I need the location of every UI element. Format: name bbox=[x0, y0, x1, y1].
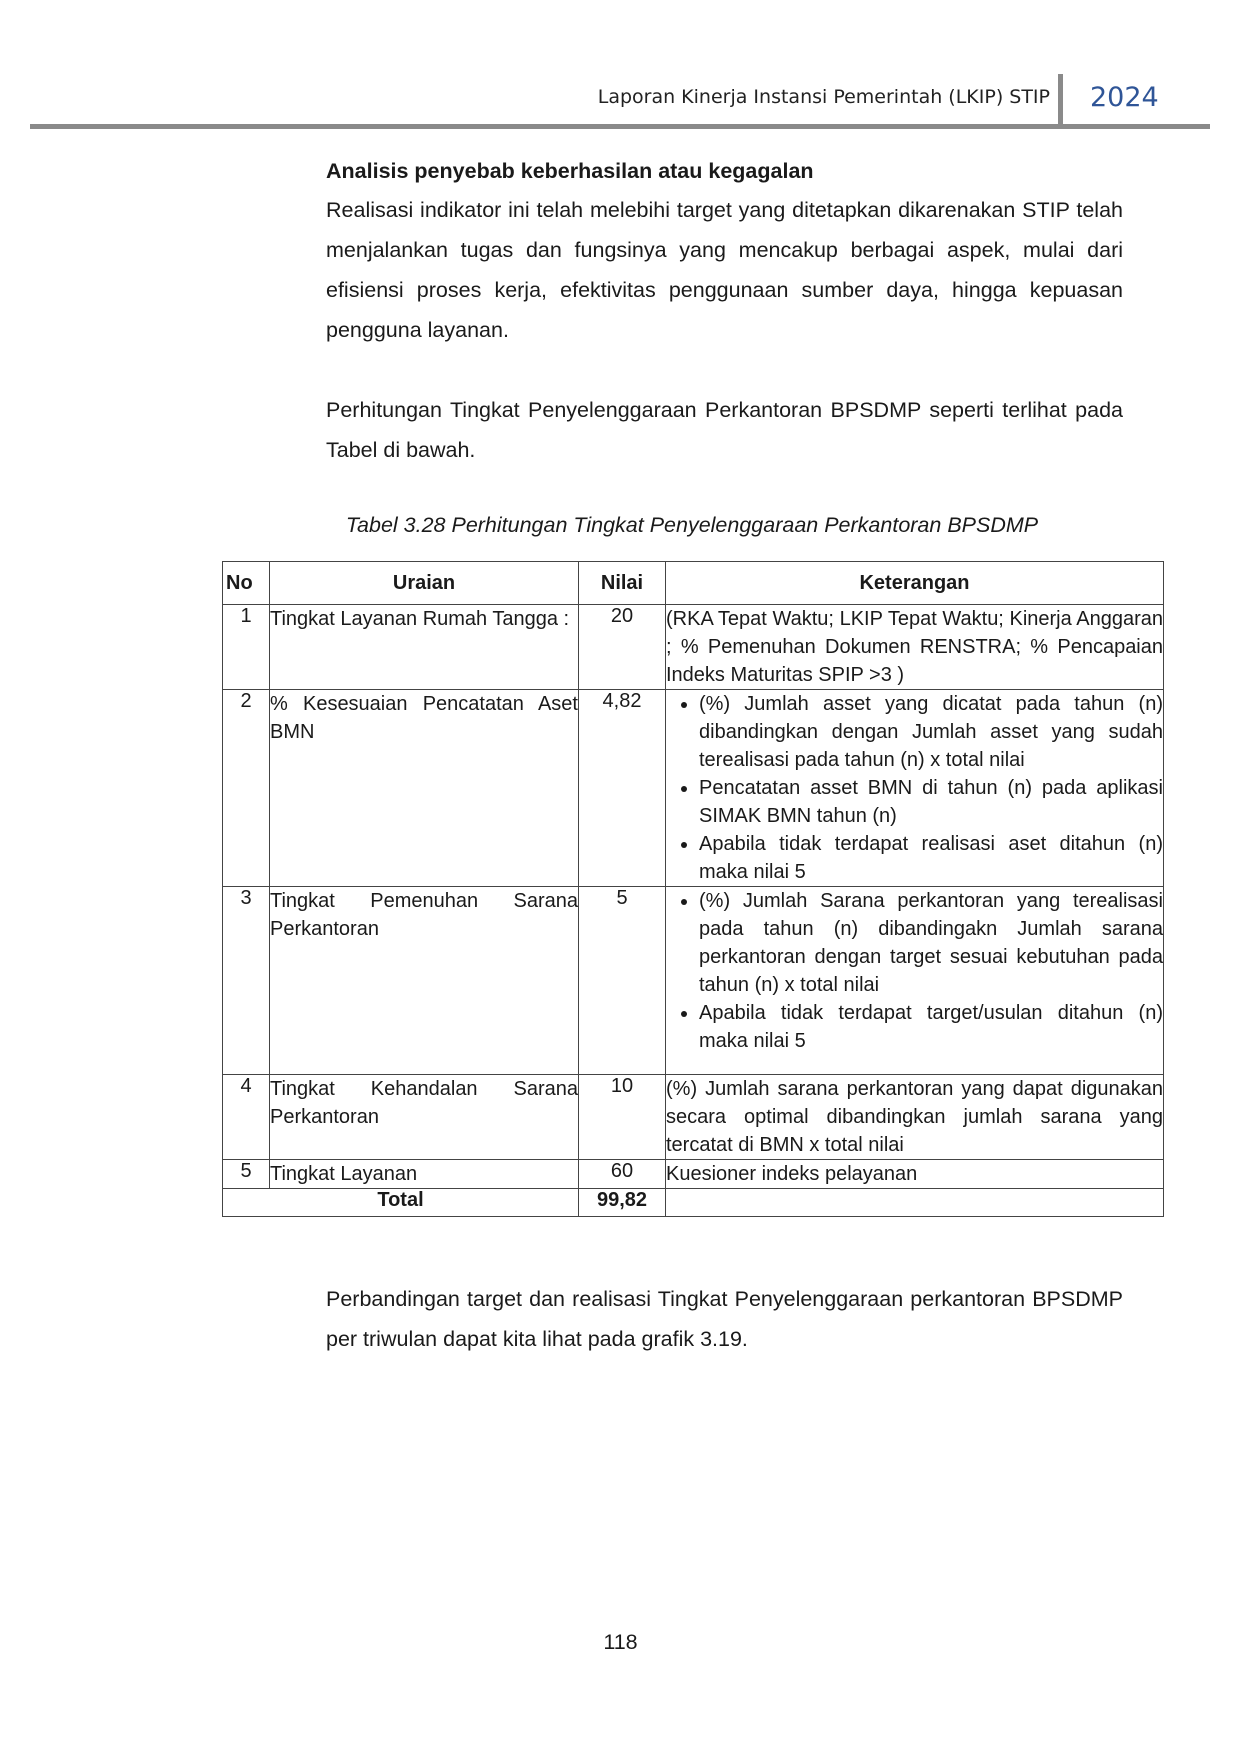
table-caption: Tabel 3.28 Perhitungan Tingkat Penyelenggaraan Perkantoran BPSDMP bbox=[345, 513, 1039, 537]
paragraph-table-intro: Perhitungan Tingkat Penyelenggaraan Perkantoran BPSDMP seperti terlihat pada Tabel di bawah. bbox=[326, 398, 1123, 462]
row-number: 1 bbox=[223, 605, 270, 690]
row-nilai: 4,82 bbox=[579, 690, 666, 887]
keterangan-bullet: • Pencatatan asset BMN di tahun (n) pada aplikasi SIMAK BMN tahun (n) bbox=[699, 774, 1163, 830]
header-divider bbox=[1058, 74, 1063, 126]
calculation-table bbox=[222, 561, 1164, 1217]
keterangan-bullet-list bbox=[666, 887, 1163, 1055]
column-header-no: No bbox=[223, 562, 270, 605]
row-keterangan: (RKA Tepat Waktu; LKIP Tepat Waktu; Kinerja Anggaran ; % Pemenuhan Dokumen RENSTRA; % Pencapaian Indeks Maturitas SPIP >3 ) bbox=[666, 605, 1164, 690]
paragraph-comparison: Perbandingan target dan realisasi Tingkat Penyelenggaraan perkantoran BPSDMP per triwulan dapat kita lihat pada grafik 3.19. bbox=[326, 1287, 1123, 1351]
row-uraian: Tingkat Kehandalan Sarana Perkantoran bbox=[270, 1075, 579, 1160]
column-header-uraian: Uraian bbox=[270, 562, 579, 605]
total-value: 99,82 bbox=[579, 1189, 666, 1217]
row-number: 3 bbox=[223, 887, 270, 1075]
row-uraian: Tingkat Layanan bbox=[270, 1160, 579, 1189]
row-nilai: 60 bbox=[579, 1160, 666, 1189]
row-nilai: 20 bbox=[579, 605, 666, 690]
keterangan-bullet: • (%) Jumlah asset yang dicatat pada tahun (n) dibandingkan dengan Jumlah asset yang sudah terealisasi pada tahun (n) x total nilai bbox=[699, 690, 1163, 774]
section-heading: Analisis penyebab keberhasilan atau kegagalan bbox=[326, 159, 814, 183]
row-nilai: 5 bbox=[579, 887, 666, 1075]
row-keterangan: Kuesioner indeks pelayanan bbox=[666, 1160, 1164, 1189]
keterangan-bullet: • Apabila tidak terdapat target/usulan ditahun (n) maka nilai 5 bbox=[699, 999, 1163, 1055]
paragraph-analysis: Realisasi indikator ini telah melebihi target yang ditetapkan dikarenakan STIP telah menjalankan tugas dan fungsinya yang mencakup berbagai aspek, mulai dari efisiensi proses kerja, efektivitas penggunaan sumber daya, hingga kepuasan pengguna layanan. bbox=[326, 198, 1123, 342]
column-header-keterangan: Keterangan bbox=[666, 562, 1164, 605]
table-row bbox=[223, 1075, 1164, 1160]
header-rule bbox=[30, 124, 1210, 129]
table-row bbox=[223, 887, 1164, 1075]
table-row bbox=[223, 1160, 1164, 1189]
table-row bbox=[223, 605, 1164, 690]
keterangan-bullet: • (%) Jumlah Sarana perkantoran yang terealisasi pada tahun (n) dibandingakn Jumlah sarana perkantoran dengan target sesuai kebutuhan pada tahun (n) x total nilai bbox=[699, 887, 1163, 999]
keterangan-bullet-list bbox=[666, 690, 1163, 886]
total-label: Total bbox=[223, 1189, 579, 1217]
keterangan-bullet: • Apabila tidak terdapat realisasi aset ditahun (n) maka nilai 5 bbox=[699, 830, 1163, 886]
total-keterangan-empty bbox=[666, 1189, 1164, 1217]
header-title: Laporan Kinerja Instansi Pemerintah (LKIP) STIP bbox=[597, 86, 1050, 108]
row-number: 4 bbox=[223, 1075, 270, 1160]
row-number: 2 bbox=[223, 690, 270, 887]
row-number: 5 bbox=[223, 1160, 270, 1189]
row-uraian: Tingkat Layanan Rumah Tangga : bbox=[270, 605, 579, 690]
row-uraian: % Kesesuaian Pencatatan Aset BMN bbox=[270, 690, 579, 887]
row-keterangan: (%) Jumlah sarana perkantoran yang dapat digunakan secara optimal dibandingkan jumlah sarana yang tercatat di BMN x total nilai bbox=[666, 1075, 1164, 1160]
column-header-nilai: Nilai bbox=[579, 562, 666, 605]
header-year: 2024 bbox=[1090, 82, 1159, 113]
table-total-row bbox=[223, 1189, 1164, 1217]
row-nilai: 10 bbox=[579, 1075, 666, 1160]
table-row bbox=[223, 690, 1164, 887]
row-uraian: Tingkat Pemenuhan Sarana Perkantoran bbox=[270, 887, 579, 1075]
row-keterangan bbox=[666, 690, 1164, 887]
table-header-row bbox=[223, 562, 1164, 605]
page-number: 118 bbox=[603, 1630, 638, 1654]
row-keterangan bbox=[666, 887, 1164, 1075]
